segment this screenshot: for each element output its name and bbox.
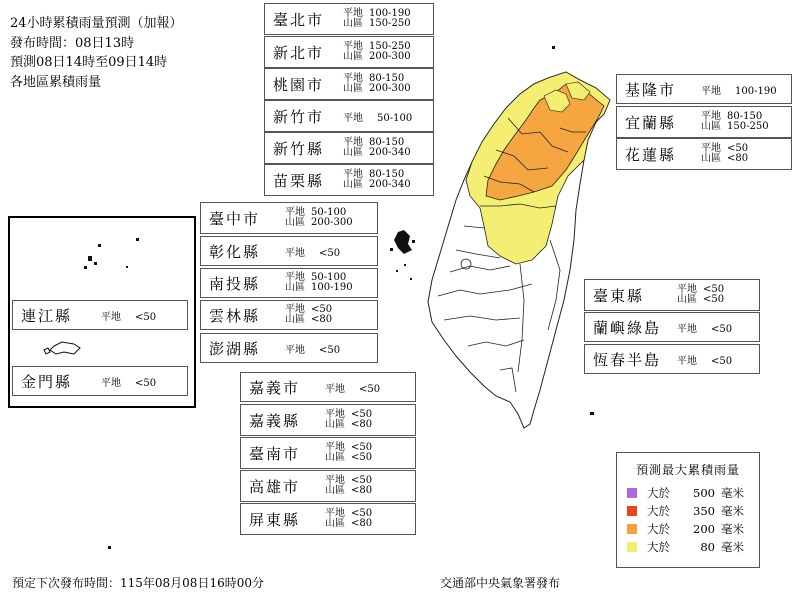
rainfall-value: <80: [351, 485, 373, 496]
rainfall-value: 50-100: [377, 112, 413, 124]
rainfall-value: [703, 285, 724, 305]
terrain-label: [343, 74, 363, 94]
region-box-hualien: [616, 138, 792, 170]
legend-item: [617, 538, 759, 556]
rainfall-value: <50: [359, 383, 381, 395]
rainfall-value: 南投縣: [209, 274, 261, 293]
terrain-label: 山區: [343, 147, 363, 158]
rainfall-value: <80: [311, 314, 333, 325]
terrain-label: 平地: [343, 8, 363, 19]
terrain-label: 平地: [325, 442, 345, 453]
rainfall-value: 澎湖縣: [209, 339, 261, 358]
region-box-new-taipei: [264, 36, 434, 68]
rainfall-value: 100-190: [735, 85, 777, 97]
legend-text: 大於: [647, 522, 670, 536]
rainfall-value: <50: [319, 247, 341, 259]
rainfall-value: <80: [351, 419, 373, 430]
rainfall-value: <50: [311, 304, 333, 315]
terrain-label: 平地: [343, 169, 363, 180]
rainfall-value: [351, 509, 372, 529]
legend-title: 預測最大累積雨量: [635, 463, 740, 477]
legend-text: 大於: [647, 504, 670, 518]
terrain-label: 平地: [343, 137, 363, 148]
terrain-label: 平地: [285, 304, 305, 315]
legend-text: 毫米: [721, 504, 744, 518]
rainfall-value: 200-300: [369, 51, 411, 62]
rainfall-value: 200-300: [369, 83, 411, 94]
terrain-label: 山區: [677, 294, 697, 305]
rainfall-value: <50: [703, 284, 725, 295]
legend-text: 毫米: [721, 522, 744, 536]
region-box-hengchun: [584, 344, 760, 374]
rainfall-value: 200-340: [369, 147, 411, 158]
rainfall-value: 100-190: [311, 282, 353, 293]
rainfall-value: 雲林縣: [209, 306, 261, 325]
terrain-label: 山區: [343, 83, 363, 94]
terrain-label: 山區: [325, 419, 345, 430]
terrain-label: 山區: [325, 452, 345, 463]
region-box-taoyuan: [264, 68, 434, 100]
issued-time: 發布時間：08日13時: [10, 35, 135, 51]
terrain-label: [325, 410, 345, 430]
rainfall-value: [311, 305, 332, 325]
rainfall-value: [101, 374, 156, 389]
rainfall-value: 金門縣: [21, 372, 73, 391]
region-box-hsinchu-county: [264, 132, 434, 164]
rainfall-value: [727, 144, 748, 164]
terrain-label: 山區: [325, 485, 345, 496]
terrain-label: 山區: [285, 282, 305, 293]
legend-item: [617, 502, 759, 520]
rainfall-value: 200-300: [311, 217, 353, 228]
legend-text: 毫米: [721, 540, 744, 554]
legend-text: 500: [693, 486, 715, 500]
rainfall-value: [343, 109, 412, 124]
legend-text: 大於: [647, 540, 670, 554]
rainfall-value: 新北市: [273, 43, 325, 62]
rainfall-value: <80: [727, 153, 749, 164]
terrain-label: 平地: [285, 272, 305, 283]
rainfall-value: 平地: [343, 112, 363, 124]
terrain-label: [343, 170, 363, 190]
rainfall-value: 彰化縣: [209, 242, 261, 261]
terrain-label: 山區: [701, 121, 721, 132]
terrain-label: 平地: [285, 207, 305, 218]
region-box-taipei-city: [264, 3, 434, 35]
publisher: 交通部中央氣象署發布: [440, 576, 561, 590]
rainfall-value: 屏東縣: [249, 510, 301, 529]
rainfall-value: [311, 208, 353, 228]
region-box-chiayi-county: [240, 404, 416, 436]
terrain-label: 平地: [325, 475, 345, 486]
terrain-label: 平地: [701, 143, 721, 154]
rainfall-value: [369, 9, 411, 29]
rainfall-value: 150-250: [369, 41, 411, 52]
legend-items: [617, 484, 759, 556]
terrain-label: 山區: [325, 518, 345, 529]
rainfall-value: <50: [351, 442, 373, 453]
rainfall-value: <50: [135, 311, 157, 323]
region-box-lienchiang: [12, 300, 188, 330]
rainfall-value: 苗栗縣: [273, 171, 325, 190]
rainfall-value: 80-150: [727, 111, 763, 122]
rainfall-value: 花蓮縣: [625, 145, 677, 164]
terrain-label: 平地: [701, 111, 721, 122]
terrain-label: [701, 112, 721, 132]
penghu-islands: [390, 230, 415, 280]
terrain-label: [343, 138, 363, 158]
rainfall-value: 50-100: [311, 207, 347, 218]
rainfall-value: [351, 476, 372, 496]
rainfall-value: 宜蘭縣: [625, 113, 677, 132]
rainfall-value: 平地: [701, 85, 721, 97]
rainfall-value: 平地: [101, 377, 121, 389]
rainfall-value: 高雄市: [249, 477, 301, 496]
terrain-label: [285, 208, 305, 228]
legend-swatch: [627, 506, 637, 516]
terrain-label: 山區: [343, 18, 363, 29]
region-box-yunlin: [200, 300, 378, 330]
terrain-label: 山區: [343, 179, 363, 190]
rainfall-value: 80-150: [369, 169, 405, 180]
header: [10, 14, 183, 92]
terrain-label: 山區: [285, 314, 305, 325]
terrain-label: [343, 9, 363, 29]
legend-text: 350: [693, 504, 715, 518]
legend-text: 大於: [647, 486, 670, 500]
rainfall-value: 平地: [285, 247, 305, 259]
region-box-tainan: [240, 437, 416, 469]
rainfall-value: [311, 273, 353, 293]
region-box-lanyu-ludao: [584, 312, 760, 342]
rainfall-value: [369, 74, 411, 94]
rainfall-value: [285, 341, 340, 356]
terrain-label: 平地: [325, 508, 345, 519]
rainfall-value: <50: [703, 294, 725, 305]
rainfall-value: 臺中市: [209, 209, 261, 228]
legend-item: [617, 484, 759, 502]
legend-swatch: [627, 542, 637, 552]
terrain-label: 山區: [285, 217, 305, 228]
rainfall-value: 臺南市: [249, 444, 301, 463]
terrain-label: 平地: [343, 41, 363, 52]
terrain-label: [325, 443, 345, 463]
rainfall-value: [369, 138, 411, 158]
terrain-label: [343, 42, 363, 62]
terrain-label: 山區: [343, 51, 363, 62]
rainfall-value: [351, 410, 372, 430]
rainfall-value: <50: [135, 377, 157, 389]
rainfall-value: [677, 320, 732, 335]
rainfall-value: 平地: [677, 355, 697, 367]
region-box-yilan: [616, 106, 792, 138]
rainfall-value: <50: [351, 452, 373, 463]
region-box-chiayi-city: [240, 372, 416, 402]
region-box-miaoli: [264, 164, 434, 196]
terrain-label: 山區: [701, 153, 721, 164]
legend-swatch: [627, 488, 637, 498]
legend-text: 80: [700, 540, 715, 554]
rainfall-value: [727, 112, 769, 132]
rainfall-value: <50: [727, 143, 749, 154]
rainfall-value: 100-190: [369, 8, 411, 19]
terrain-label: [677, 285, 697, 305]
rainfall-value: [285, 244, 340, 259]
terrain-label: [285, 273, 305, 293]
terrain-label: 平地: [325, 409, 345, 420]
rainfall-value: <50: [351, 475, 373, 486]
rainfall-value: <50: [351, 508, 373, 519]
rainfall-value: [325, 380, 380, 395]
forecast-period: 預測08日14時至09日14時: [10, 55, 168, 70]
rainfall-value: [351, 443, 372, 463]
rainfall-value: 臺東縣: [593, 286, 645, 305]
terrain-label: [325, 509, 345, 529]
rainfall-value: <50: [711, 355, 733, 367]
rainfall-value: [101, 308, 156, 323]
terrain-label: [701, 144, 721, 164]
rainfall-value: <80: [351, 518, 373, 529]
region-box-keelung: [616, 74, 792, 104]
rainfall-value: 80-150: [369, 137, 405, 148]
terrain-label: [325, 476, 345, 496]
region-box-taitung: [584, 279, 760, 311]
legend-text: 毫米: [721, 486, 744, 500]
terrain-label: [285, 305, 305, 325]
rainfall-value: 基隆市: [625, 80, 677, 99]
rainfall-value: [701, 82, 777, 97]
rainfall-value: <50: [319, 344, 341, 356]
rainfall-value: 平地: [285, 344, 305, 356]
legend-swatch: [627, 524, 637, 534]
region-box-changhua: [200, 236, 378, 266]
rainfall-value: 平地: [101, 311, 121, 323]
region-box-penghu: [200, 333, 378, 363]
rainfall-value: <50: [711, 323, 733, 335]
legend: [616, 452, 760, 568]
region-box-nantou: [200, 268, 378, 298]
rainfall-value: 平地: [325, 383, 345, 395]
region-box-kaohsiung: [240, 470, 416, 502]
rainfall-value: 連江縣: [21, 306, 73, 325]
rainfall-value: [369, 42, 411, 62]
rainfall-value: 平地: [677, 323, 697, 335]
next-issue-time: 預定下次發布時間：115年08月08日16時00分: [12, 576, 264, 590]
rainfall-value: [677, 352, 732, 367]
rainfall-value: <50: [351, 409, 373, 420]
terrain-label: 平地: [343, 73, 363, 84]
legend-text: 200: [693, 522, 715, 536]
rainfall-value: 嘉義市: [249, 378, 301, 397]
rainfall-value: 臺北市: [273, 10, 325, 29]
rainfall-value: 200-340: [369, 179, 411, 190]
rainfall-value: 桃園市: [273, 75, 325, 94]
terrain-label: 平地: [677, 284, 697, 295]
rainfall-value: 150-250: [369, 18, 411, 29]
rainfall-value: 150-250: [727, 121, 769, 132]
rainfall-value: 新竹市: [273, 107, 325, 126]
region-box-pingtung: [240, 503, 416, 535]
rainfall-value: 嘉義縣: [249, 411, 301, 430]
rainfall-value: 新竹縣: [273, 139, 325, 158]
region-box-taichung: [200, 202, 378, 234]
rainfall-value: 蘭嶼綠島: [593, 318, 662, 337]
region-box-kinmen: [12, 366, 188, 396]
map-subtitle: 各地區累積雨量: [10, 74, 102, 90]
legend-item: [617, 520, 759, 538]
rainfall-value: [369, 170, 411, 190]
rainfall-value: 50-100: [311, 272, 347, 283]
rainfall-value: 80-150: [369, 73, 405, 84]
map-title: 24小時累積雨量預測（加報）: [10, 16, 183, 31]
region-box-hsinchu-city: [264, 100, 434, 132]
rainfall-value: 恆春半島: [593, 350, 662, 369]
